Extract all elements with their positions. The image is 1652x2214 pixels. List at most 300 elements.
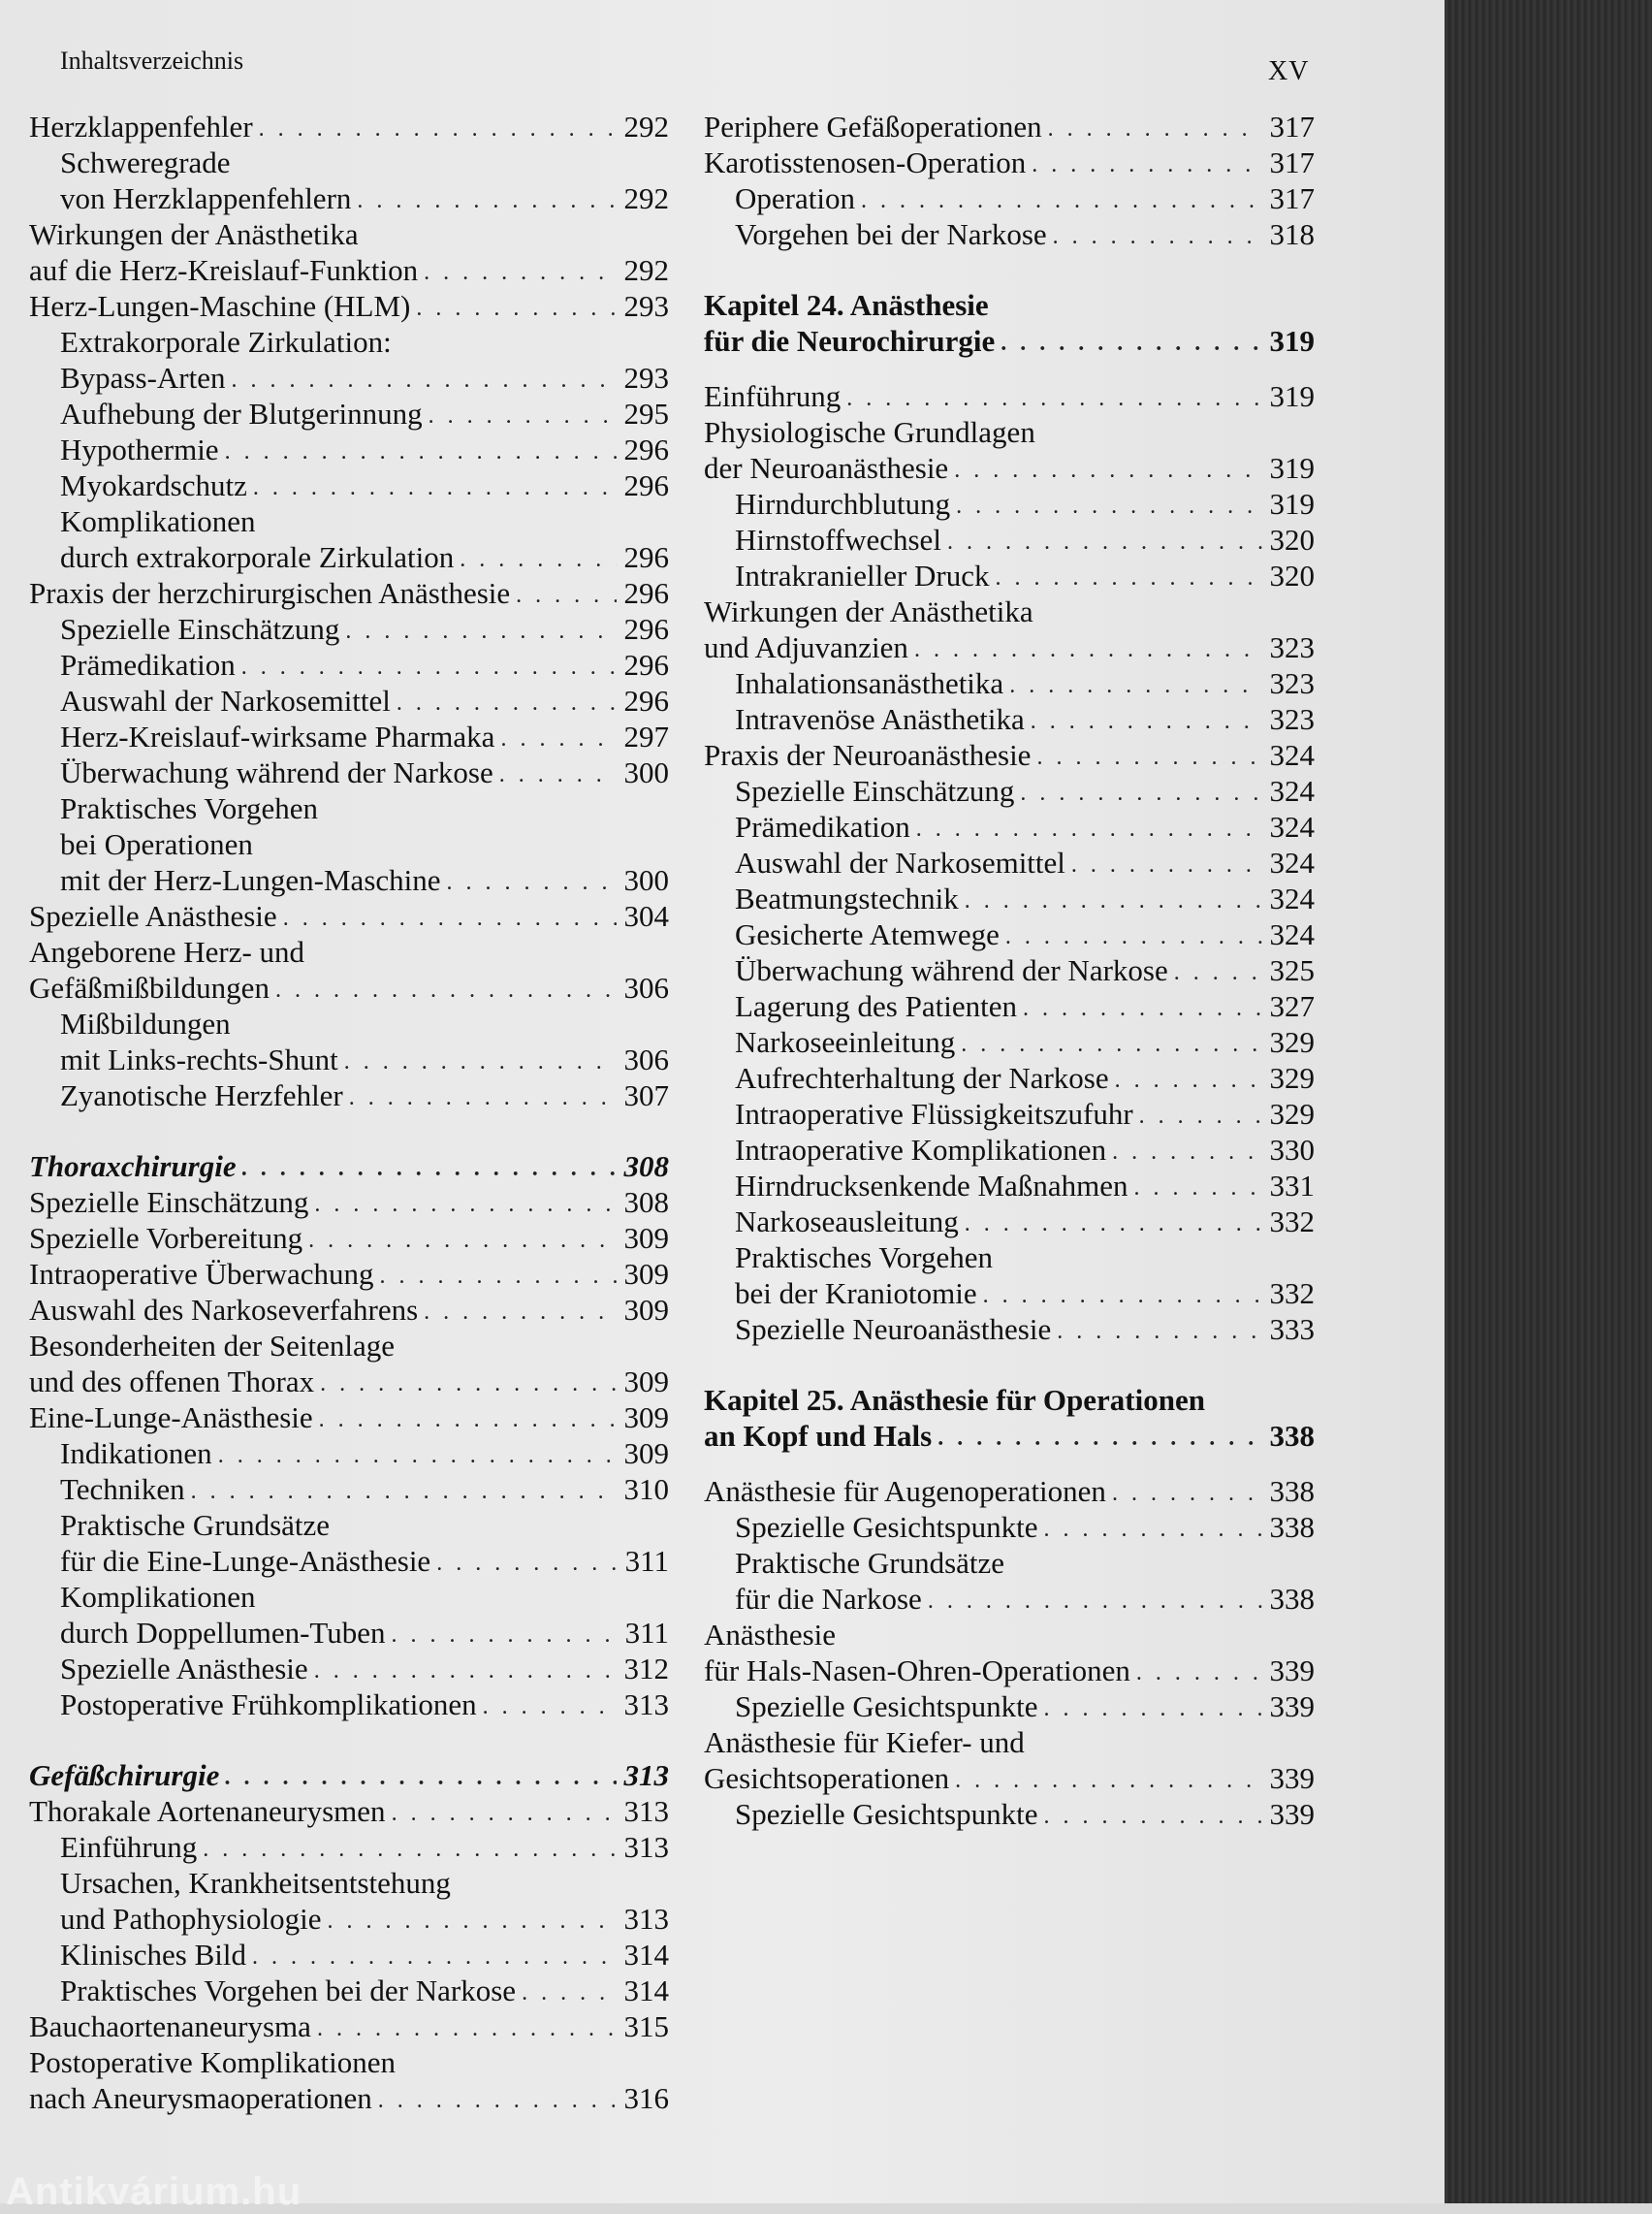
toc-entry-title: mit Links-rechts-Shunt	[60, 1043, 338, 1076]
dot-leader	[1136, 1663, 1262, 1683]
toc-entry-title: Myokardschutz	[60, 468, 247, 502]
toc-entry-title: Hirnstoffwechsel	[735, 523, 941, 557]
toc-entry	[704, 522, 1315, 558]
toc-entry	[29, 1507, 669, 1543]
dot-leader	[253, 478, 617, 497]
toc-entry	[29, 754, 669, 790]
toc-entry-title: Gesicherte Atemwege	[735, 917, 1000, 951]
toc-entry	[29, 1651, 669, 1686]
toc-page-number: 309	[623, 1257, 669, 1291]
toc-entry	[29, 898, 669, 934]
toc-entry-title: Lagerung des Patienten	[735, 989, 1017, 1023]
dot-leader	[928, 1591, 1262, 1611]
toc-entry	[29, 1901, 669, 1937]
toc-entry-title: und des offenen Thorax	[29, 1364, 315, 1398]
toc-entry	[704, 1168, 1315, 1203]
toc-entry-title: Wirkungen der Anästhetika	[704, 594, 1033, 628]
dot-leader	[344, 1052, 617, 1072]
toc-entry-title: Spezielle Gesichtspunkte	[735, 1510, 1038, 1544]
toc-entry	[29, 1220, 669, 1256]
toc-entry-title: Spezielle Neuroanästhesie	[735, 1312, 1052, 1346]
toc-page-number: 338	[1269, 1582, 1315, 1616]
toc-entry-title: Auswahl der Narkosemittel	[735, 846, 1065, 880]
toc-page-number: 300	[623, 755, 669, 789]
toc-entry-title: Indikationen	[60, 1436, 212, 1470]
toc-entry-title: mit der Herz-Lungen-Maschine	[60, 863, 441, 897]
toc-page-number: 332	[1269, 1204, 1315, 1238]
dot-leader	[956, 497, 1262, 516]
toc-entry	[29, 1256, 669, 1292]
toc-entry-title: bei der Kraniotomie	[735, 1276, 977, 1310]
dot-leader	[416, 299, 617, 318]
toc-left-column	[29, 109, 669, 2116]
toc-entry-title: Hypothermie	[60, 433, 219, 466]
toc-entry-title: Mißbildungen	[60, 1007, 231, 1041]
toc-entry	[29, 647, 669, 683]
dot-leader	[283, 909, 617, 928]
toc-entry	[29, 719, 669, 754]
dot-leader	[275, 980, 617, 1000]
toc-entry	[29, 1543, 669, 1579]
toc-entry-title: Intrakranieller Druck	[735, 559, 990, 593]
toc-page-number: 338	[1269, 1474, 1315, 1508]
toc-entry	[704, 1024, 1315, 1060]
toc-entry	[704, 216, 1315, 252]
dot-leader	[460, 550, 617, 569]
toc-entry-title: Hirndrucksenkende Maßnahmen	[735, 1169, 1128, 1203]
toc-entry-title: Praktisches Vorgehen	[60, 791, 319, 825]
toc-entry	[704, 414, 1315, 450]
toc-entry	[29, 1006, 669, 1042]
dot-leader	[965, 891, 1262, 911]
toc-chapter-heading	[704, 287, 1315, 323]
toc-entry-title: Klinisches Bild	[60, 1938, 247, 1972]
toc-entry-title: Komplikationen	[60, 1580, 256, 1614]
toc-page-number: 327	[1269, 989, 1315, 1023]
toc-entry	[29, 1328, 669, 1364]
toc-entry-title: Narkoseeinleitung	[735, 1025, 956, 1059]
toc-entry	[29, 180, 669, 216]
toc-entry-title: Herz-Kreislauf-wirksame Pharmaka	[60, 720, 495, 754]
toc-page-number: 313	[623, 1758, 669, 1792]
toc-entry-title: an Kopf und Hals	[704, 1419, 933, 1453]
toc-page-number: 324	[1269, 882, 1315, 915]
toc-entry	[704, 144, 1315, 180]
toc-right-column	[704, 109, 1315, 1832]
toc-page-number: 329	[1269, 1025, 1315, 1059]
dot-leader	[914, 640, 1262, 659]
toc-page-number: 324	[1269, 810, 1315, 844]
toc-page-number: 319	[1269, 379, 1315, 413]
toc-entry-title: Praktische Grundsätze	[735, 1546, 1005, 1580]
toc-entry-title: Periphere Gefäßoperationen	[704, 110, 1042, 144]
dot-leader	[1115, 1071, 1262, 1090]
toc-entry	[29, 1865, 669, 1901]
toc-entry-title: Aufhebung der Blutgerinnung	[60, 397, 423, 431]
toc-entry	[704, 916, 1315, 952]
toc-entry-title: Praxis der Neuroanästhesie	[704, 738, 1032, 772]
toc-entry	[29, 1615, 669, 1651]
dot-leader	[499, 765, 617, 785]
dot-leader	[225, 442, 617, 462]
toc-page-number: 306	[623, 971, 669, 1005]
toc-entry	[704, 1311, 1315, 1347]
toc-entry-title: Einführung	[704, 379, 842, 413]
dot-leader	[379, 1267, 617, 1286]
toc-entry	[704, 1473, 1315, 1509]
toc-page-number: 338	[1269, 1419, 1315, 1453]
dot-leader	[392, 1804, 617, 1823]
toc-entry	[704, 1509, 1315, 1545]
dot-leader	[429, 406, 617, 426]
toc-entry	[704, 1203, 1315, 1239]
toc-page-number: 332	[1269, 1276, 1315, 1310]
toc-entry-title: Intraoperative Überwachung	[29, 1257, 374, 1291]
toc-entry-title: Anästhesie für Kiefer- und	[704, 1725, 1025, 1759]
dot-leader	[314, 1195, 617, 1214]
toc-page-number: 313	[623, 1687, 669, 1721]
toc-page-number: 307	[623, 1078, 669, 1112]
dot-leader	[1133, 1178, 1262, 1198]
toc-entry-title: Auswahl der Narkosemittel	[60, 684, 391, 718]
toc-entry	[29, 2008, 669, 2044]
toc-page-number: 323	[1269, 666, 1315, 700]
dot-leader	[349, 1088, 617, 1107]
toc-page-number: 333	[1269, 1312, 1315, 1346]
dot-leader	[1031, 712, 1262, 731]
toc-entry-title: für die Neurochirurgie	[704, 324, 996, 358]
toc-page-number: 311	[624, 1544, 669, 1578]
watermark: Antikvárium.hu	[6, 2170, 302, 2213]
toc-page-number: 320	[1269, 559, 1315, 593]
toc-entry-title: Praktische Grundsätze	[60, 1508, 331, 1542]
toc-entry	[704, 1132, 1315, 1168]
toc-page-number: 325	[1269, 953, 1315, 987]
section-spacer	[704, 1454, 1315, 1473]
toc-page-number: 311	[624, 1616, 669, 1650]
dot-leader	[317, 2019, 617, 2038]
dot-leader	[1023, 999, 1262, 1018]
toc-entry-title: Anästhesie	[704, 1618, 837, 1652]
toc-entry	[704, 1060, 1315, 1096]
page-number: XV	[1268, 56, 1310, 86]
toc-entry-title: Schweregrade	[60, 145, 231, 179]
toc-page-number: 309	[623, 1364, 669, 1398]
section-spacer	[704, 359, 1315, 378]
toc-entry	[704, 1652, 1315, 1688]
toc-entry-title: Besonderheiten der Seitenlage	[29, 1329, 396, 1363]
toc-entry	[29, 611, 669, 647]
toc-entry	[29, 826, 669, 862]
toc-entry	[29, 970, 669, 1006]
toc-entry	[704, 773, 1315, 809]
toc-entry	[704, 450, 1315, 486]
dot-leader	[319, 1410, 617, 1429]
dot-leader	[1048, 119, 1262, 139]
toc-entry	[29, 1292, 669, 1328]
toc-entry	[29, 790, 669, 826]
dot-leader	[447, 873, 617, 892]
section-spacer	[704, 252, 1315, 287]
toc-page-number: 331	[1269, 1169, 1315, 1203]
dot-leader	[191, 1482, 617, 1501]
toc-entry	[29, 575, 669, 611]
toc-entry-title: Prämedikation	[60, 648, 236, 682]
toc-entry	[704, 629, 1315, 665]
toc-entry	[704, 952, 1315, 988]
toc-entry-title: Kapitel 25. Anästhesie für Operationen	[704, 1383, 1205, 1417]
dot-leader	[308, 1231, 617, 1250]
toc-entry	[29, 432, 669, 467]
toc-page-number: 296	[623, 468, 669, 502]
dot-leader	[378, 2091, 617, 2110]
dot-leader	[1005, 927, 1262, 947]
dot-leader	[1009, 676, 1262, 695]
dot-leader	[242, 1159, 617, 1178]
toc-entry-title: Karotisstenosen-Operation	[704, 145, 1027, 179]
toc-entry-title: Prämedikation	[735, 810, 910, 844]
toc-page-number: 324	[1269, 774, 1315, 808]
toc-entry-title: Überwachung während der Narkose	[60, 755, 493, 789]
toc-entry	[704, 1688, 1315, 1724]
toc-page-number: 317	[1269, 181, 1315, 215]
dot-leader	[218, 1446, 617, 1465]
dot-leader	[392, 1625, 617, 1645]
dot-leader	[1053, 227, 1262, 246]
toc-page-number: 306	[623, 1043, 669, 1076]
running-head: Inhaltsverzeichnis	[60, 47, 244, 75]
toc-entry	[704, 486, 1315, 522]
toc-entry-title: Angeborene Herz- und	[29, 935, 305, 969]
toc-entry	[29, 144, 669, 180]
toc-entry-title: Gesichtsoperationen	[704, 1761, 950, 1795]
toc-page-number: 324	[1269, 738, 1315, 772]
toc-page-number: 317	[1269, 110, 1315, 144]
dot-leader	[965, 1214, 1262, 1234]
toc-page-number: 296	[623, 648, 669, 682]
toc-entry-title: Spezielle Anästhesie	[29, 899, 277, 933]
toc-entry	[704, 378, 1315, 414]
toc-entry	[29, 1471, 669, 1507]
dot-leader	[397, 693, 617, 713]
toc-entry-title: für die Narkose	[735, 1582, 922, 1616]
dot-leader	[1139, 1107, 1262, 1126]
toc-entry-title: Praktisches Vorgehen	[735, 1240, 994, 1274]
dot-leader	[328, 1911, 617, 1931]
toc-page-number: 323	[1269, 702, 1315, 736]
toc-entry	[29, 467, 669, 503]
toc-entry-title: Anästhesie für Augenoperationen	[704, 1474, 1106, 1508]
dot-leader	[1112, 1142, 1262, 1162]
toc-entry	[29, 1579, 669, 1615]
toc-entry	[704, 1545, 1315, 1581]
toc-page-number: 329	[1269, 1097, 1315, 1131]
toc-chapter-heading	[704, 1382, 1315, 1418]
toc-page-number: 319	[1269, 324, 1315, 358]
toc-entry-title: Thoraxchirurgie	[29, 1149, 237, 1183]
toc-page-number: 339	[1269, 1689, 1315, 1723]
dot-leader	[241, 658, 617, 677]
toc-entry	[29, 252, 669, 288]
toc-entry-title: Spezielle Gesichtspunkte	[735, 1689, 1038, 1723]
toc-page-number: 296	[623, 684, 669, 718]
toc-page-number: 323	[1269, 630, 1315, 664]
dot-leader	[424, 263, 617, 282]
dot-leader	[203, 1840, 617, 1859]
toc-entry-title: Einführung	[60, 1830, 198, 1864]
toc-entry-title: Wirkungen der Anästhetika	[29, 217, 359, 251]
toc-entry-title: Bypass-Arten	[60, 361, 226, 395]
toc-entry-title: Herzklappenfehler	[29, 110, 253, 144]
toc-entry-title: bei Operationen	[60, 827, 253, 861]
toc-entry-title: Postoperative Komplikationen	[29, 2045, 396, 2079]
dot-leader	[955, 1771, 1262, 1790]
toc-page-number: 304	[623, 899, 669, 933]
dot-leader	[225, 1768, 617, 1787]
toc-entry-title: Aufrechterhaltung der Narkose	[735, 1061, 1109, 1095]
toc-page-number: 309	[623, 1436, 669, 1470]
toc-entry-title: und Adjuvanzien	[704, 630, 908, 664]
toc-entry	[29, 1184, 669, 1220]
dot-leader	[516, 586, 617, 605]
toc-page-number: 324	[1269, 917, 1315, 951]
toc-entry	[29, 1973, 669, 2008]
toc-page-number: 296	[623, 433, 669, 466]
toc-entry-title: Herz-Lungen-Maschine (HLM)	[29, 289, 411, 323]
toc-entry-title: Auswahl des Narkoseverfahrens	[29, 1293, 419, 1327]
toc-page-number: 292	[623, 253, 669, 287]
toc-entry	[704, 594, 1315, 629]
toc-page-number: 295	[623, 397, 669, 431]
toc-entry-title: Inhalationsanästhetika	[735, 666, 1004, 700]
dot-leader	[1071, 855, 1262, 875]
toc-entry	[29, 2080, 669, 2116]
toc-page-number: 339	[1269, 1761, 1315, 1795]
toc-page-number: 313	[623, 1794, 669, 1828]
toc-entry-title: Bauchaortenaneurysma	[29, 2009, 311, 2043]
toc-entry	[704, 737, 1315, 773]
dot-leader	[996, 568, 1262, 588]
toc-page-number: 318	[1269, 217, 1315, 251]
toc-page-number: 310	[623, 1472, 669, 1506]
dot-leader	[259, 119, 617, 139]
toc-page-number: 309	[623, 1293, 669, 1327]
toc-section-heading	[29, 1148, 669, 1184]
toc-entry	[29, 1364, 669, 1399]
toc-entry-title: Intraoperative Komplikationen	[735, 1133, 1107, 1167]
toc-entry	[29, 288, 669, 324]
toc-entry	[704, 988, 1315, 1024]
dot-leader	[357, 191, 617, 210]
toc-page-number: 293	[623, 289, 669, 323]
toc-page-number: 319	[1269, 487, 1315, 521]
toc-entry	[704, 1275, 1315, 1311]
toc-entry-title: von Herzklappenfehlern	[60, 181, 352, 215]
toc-entry	[704, 1760, 1315, 1796]
toc-entry-title: durch extrakorporale Zirkulation	[60, 540, 455, 574]
toc-entry-title: Spezielle Anästhesie	[60, 1652, 308, 1685]
dot-leader	[1112, 1484, 1262, 1503]
toc-page-number: 339	[1269, 1653, 1315, 1687]
toc-entry	[29, 396, 669, 432]
toc-entry-title: der Neuroanästhesie	[704, 451, 949, 485]
toc-entry-title: Operation	[735, 181, 855, 215]
toc-entry-title: durch Doppellumen-Tuben	[60, 1616, 386, 1650]
toc-entry-title: Spezielle Einschätzung	[29, 1185, 309, 1219]
dot-leader	[961, 1035, 1262, 1054]
toc-entry-title: Eine-Lunge-Anästhesie	[29, 1400, 313, 1434]
toc-entry	[704, 1239, 1315, 1275]
toc-entry	[29, 109, 669, 144]
toc-entry	[704, 1724, 1315, 1760]
toc-entry-title: Komplikationen	[60, 504, 256, 538]
toc-page-number: 293	[623, 361, 669, 395]
toc-entry-title: auf die Herz-Kreislauf-Funktion	[29, 253, 419, 287]
dot-leader	[252, 1947, 617, 1967]
toc-entry-title: für die Eine-Lunge-Anästhesie	[60, 1544, 431, 1578]
dot-leader	[231, 370, 617, 390]
toc-entry-title: Thorakale Aortenaneurysmen	[29, 1794, 386, 1828]
toc-entry-title: Narkoseausleitung	[735, 1204, 959, 1238]
toc-entry-title: Spezielle Einschätzung	[60, 612, 340, 646]
dot-leader	[345, 622, 617, 641]
toc-entry-title: Techniken	[60, 1472, 185, 1506]
dot-leader	[424, 1302, 617, 1322]
toc-entry-title: Postoperative Frühkomplikationen	[60, 1687, 477, 1721]
toc-page-number: 296	[623, 576, 669, 610]
toc-entry	[704, 1796, 1315, 1832]
toc-page-number: 315	[623, 2009, 669, 2043]
toc-entry-title: Praktisches Vorgehen bei der Narkose	[60, 1973, 517, 2007]
dot-leader	[983, 1286, 1262, 1305]
dot-leader	[1057, 1322, 1262, 1341]
toc-page-number: 297	[623, 720, 669, 754]
toc-page-number: 314	[623, 1938, 669, 1972]
toc-entry	[29, 1042, 669, 1077]
toc-page-number: 309	[623, 1221, 669, 1255]
toc-entry	[704, 701, 1315, 737]
dot-leader	[846, 389, 1262, 408]
dot-leader	[1044, 1807, 1263, 1826]
dot-leader	[947, 532, 1262, 552]
toc-entry	[29, 1829, 669, 1865]
section-spacer	[704, 1347, 1315, 1382]
toc-page-number: 338	[1269, 1510, 1315, 1544]
toc-page-number: 292	[623, 110, 669, 144]
toc-entry	[704, 845, 1315, 881]
toc-page-number: 317	[1269, 145, 1315, 179]
toc-entry	[29, 1793, 669, 1829]
dot-leader	[522, 1983, 617, 2003]
toc-entry-title: Zyanotische Herzfehler	[60, 1078, 343, 1112]
toc-page-number: 313	[623, 1830, 669, 1864]
dot-leader	[1174, 963, 1262, 982]
section-spacer	[29, 1113, 669, 1148]
toc-entry	[29, 1686, 669, 1722]
toc-entry-title: Gefäßmißbildungen	[29, 971, 270, 1005]
toc-entry-title: nach Aneurysmaoperationen	[29, 2081, 372, 2115]
toc-entry	[29, 683, 669, 719]
dot-leader	[861, 191, 1262, 210]
toc-entry-title: Beatmungstechnik	[735, 882, 959, 915]
toc-page-number: 296	[623, 612, 669, 646]
toc-page-number: 308	[623, 1149, 669, 1183]
dot-leader	[436, 1554, 617, 1573]
toc-entry	[29, 1435, 669, 1471]
dot-leader	[1036, 748, 1262, 767]
toc-page-number: 292	[623, 181, 669, 215]
toc-entry	[704, 109, 1315, 144]
